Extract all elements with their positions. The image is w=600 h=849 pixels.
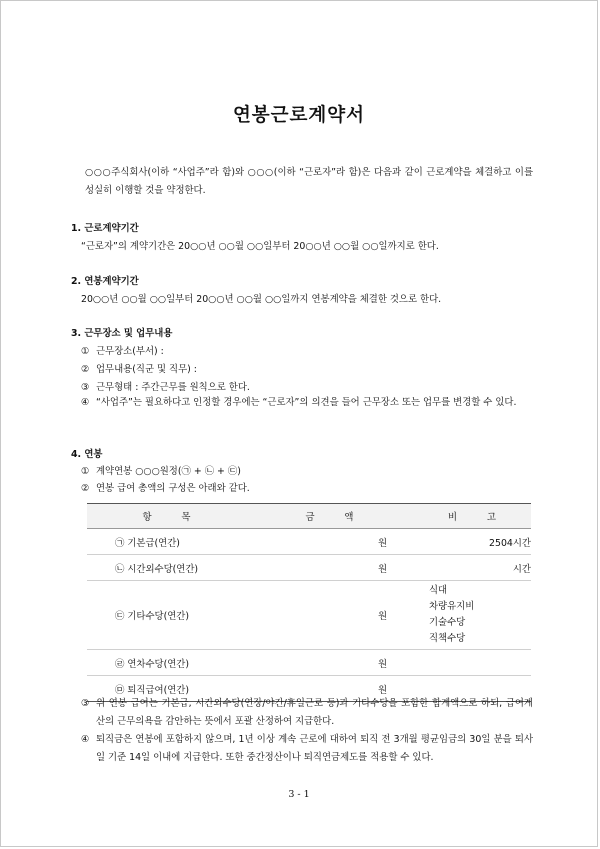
- cell-item: ㉢ 기타수당(연간): [87, 581, 246, 650]
- note-item: 기술수당: [429, 617, 466, 628]
- cell-amount: 원: [246, 555, 413, 581]
- list-item: [81, 343, 164, 361]
- item-number: ④: [81, 734, 90, 745]
- item-text: 위 연봉 급여는 기본급, 시간외수당(연장/야간/휴일근로 등)과 기타수당을 포함한 합계액으로 하되, 급여계산의 근무의욕을 감안하는 뜻에서 포괄 산정하여 지급한다.: [96, 698, 533, 727]
- section-1-heading: 1. 근로계약기간: [71, 223, 139, 234]
- section-1-text: “근로자”의 계약기간은 20○○년 ○○월 ○○일부터 20○○년 ○○월 ○○일까지로 한다.: [81, 241, 439, 252]
- item-text: 업무내용(직군 및 직무) :: [96, 364, 197, 375]
- item-text: “사업주”는 필요하다고 인정할 경우에는 “근로자”의 의견을 들어 근무장소 또는 업무를 변경할 수 있다.: [96, 397, 517, 408]
- item-number: ③: [81, 698, 90, 709]
- item-text: 연봉 급여 총액의 구성은 아래와 같다.: [96, 483, 250, 494]
- cell-amount: 원: [246, 581, 413, 650]
- cell-amount: 원: [246, 529, 413, 555]
- item-number: ②: [81, 364, 90, 375]
- note-item: 차량유지비: [429, 601, 475, 612]
- table-header-row: [87, 504, 531, 529]
- cell-amount: 원: [246, 650, 413, 676]
- header-item: 항 목: [87, 504, 246, 529]
- table-row: [87, 650, 531, 676]
- item-number: ④: [81, 397, 90, 408]
- list-item: [81, 695, 533, 731]
- cell-note: 시간: [413, 555, 531, 581]
- list-item: [81, 394, 533, 412]
- list-item: [81, 731, 533, 767]
- intro-paragraph: ○○○주식회사(이하 “사업주”라 함)와 ○○○(이하 “근로자”라 함)은 다음과 같이 근로계약을 체결하고 이를 성실히 이행할 것을 약정한다.: [85, 167, 533, 196]
- section-2-text: 20○○년 ○○월 ○○일부터 20○○년 ○○월 ○○일까지 연봉계약을 체결한 것으로 한다.: [81, 294, 442, 305]
- item-number: ②: [81, 483, 90, 494]
- list-item: [81, 480, 250, 498]
- section-4-heading: 4. 연봉: [71, 449, 103, 460]
- section-3-heading: 3. 근무장소 및 업무내용: [71, 328, 173, 339]
- section-2-heading: 2. 연봉계약기간: [71, 276, 139, 287]
- cell-note: 2504시간: [413, 529, 531, 555]
- cell-item: ㉣ 연차수당(연간): [87, 650, 246, 676]
- list-item: [81, 463, 241, 481]
- header-amount: 금 액: [246, 504, 413, 529]
- table-row: [87, 529, 531, 555]
- item-number: ①: [81, 466, 90, 477]
- item-text: 근무장소(부서) :: [96, 346, 164, 357]
- cell-item: ㉠ 기본급(연간): [87, 529, 246, 555]
- page-number: 3 - 1: [288, 789, 310, 800]
- cell-item: ㉤ 퇴직급여(연간): [87, 676, 246, 702]
- document-title: 연봉근로계약서: [232, 105, 366, 126]
- item-text: 계약연봉 ○○○원정(㉠ + ㉡ + ㉢): [96, 466, 241, 477]
- cell-note: [413, 650, 531, 676]
- item-text: 근무형태 : 주간근무를 원칙으로 한다.: [96, 382, 250, 393]
- item-text: 퇴직금은 연봉에 포함하지 않으며, 1년 이상 계속 근로에 대하여 퇴직 전 3개월 평균임금의 30일 분을 퇴사일 기준 14일 이내에 지급한다. 또한 중간정산이나 퇴직연금제도를 적용할 수 있다.: [96, 734, 533, 763]
- item-number: ③: [81, 382, 90, 393]
- note-item: 직책수당: [429, 633, 466, 644]
- note-item: 식대: [429, 585, 448, 596]
- table-row: [87, 555, 531, 581]
- cell-amount: 원: [246, 676, 413, 702]
- cell-item: ㉡ 시간외수당(연간): [87, 555, 246, 581]
- table-row: [87, 581, 531, 650]
- cell-note-list: [413, 581, 531, 650]
- item-number: ①: [81, 346, 90, 357]
- list-item: [81, 361, 197, 379]
- header-note: 비 고: [413, 504, 531, 529]
- salary-table: [87, 503, 531, 702]
